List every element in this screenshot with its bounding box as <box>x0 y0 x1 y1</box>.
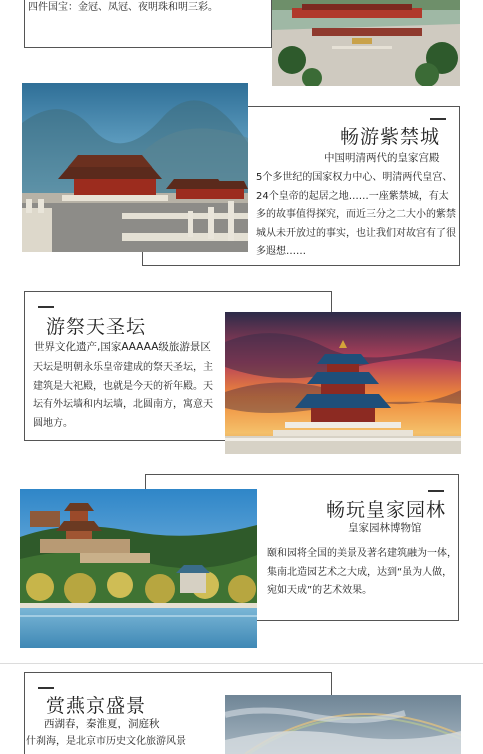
forbidden-city-description: 5个多世纪的国家权力中心、明清两代皇宫、24个皇帝的起居之地……一座紫禁城，有太多的故事值得探究，而近三分之二大小的紫禁城从未开放过的事实，也让我们对故宫有了很多遐想…… <box>256 172 456 257</box>
title-accent-dash <box>430 118 446 120</box>
temple-of-heaven-photo <box>225 312 461 454</box>
summer-palace-title: 畅玩皇家园林 <box>326 499 447 521</box>
beijing-scenery-title: 赏燕京盛景 <box>46 695 147 717</box>
temple-of-heaven-description: 天坛是明朝永乐皇帝建成的祭天圣坛，主建筑是大祀殿，也就是今天的祈年殿。天坛有外坛墙和内坛墙，北圆南方，寓意天圆地方。 <box>33 362 213 429</box>
forbidden-city-photo <box>22 83 248 252</box>
intro-card <box>24 0 272 48</box>
summer-palace-subtitle: 皇家园林博物馆 <box>348 522 422 534</box>
beijing-rainbow-photo <box>225 695 461 754</box>
summer-palace-description: 颐和园将全国的美景及著名建筑融为一体，集南北造园艺术之大成，达到“虽为人做，宛如天成”的艺术效果。 <box>267 548 457 596</box>
temple-of-heaven-subtitle: 世界文化遗产,国家AAAAA级旅游景区 <box>34 341 211 353</box>
summer-palace-photo <box>20 489 257 648</box>
title-accent-dash <box>38 306 54 308</box>
intro-text: 四件国宝：金冠、凤冠、夜明珠和明三彩。 <box>28 2 218 13</box>
forbidden-city-title: 畅游紫禁城 <box>340 126 441 148</box>
title-accent-dash <box>428 490 444 492</box>
beijing-scenery-description: 什刹海，是北京市历史文化旅游风景 <box>26 736 186 747</box>
beijing-scenery-subtitle: 西湖春，秦淮夏，洞庭秋 <box>44 718 160 730</box>
temple-of-heaven-title: 游祭天圣坛 <box>46 316 147 338</box>
title-accent-dash <box>38 687 54 689</box>
forbidden-city-subtitle: 中国明清两代的皇家宫殿 <box>324 152 440 164</box>
section-divider <box>0 663 483 664</box>
palace-aerial-photo <box>272 0 460 86</box>
